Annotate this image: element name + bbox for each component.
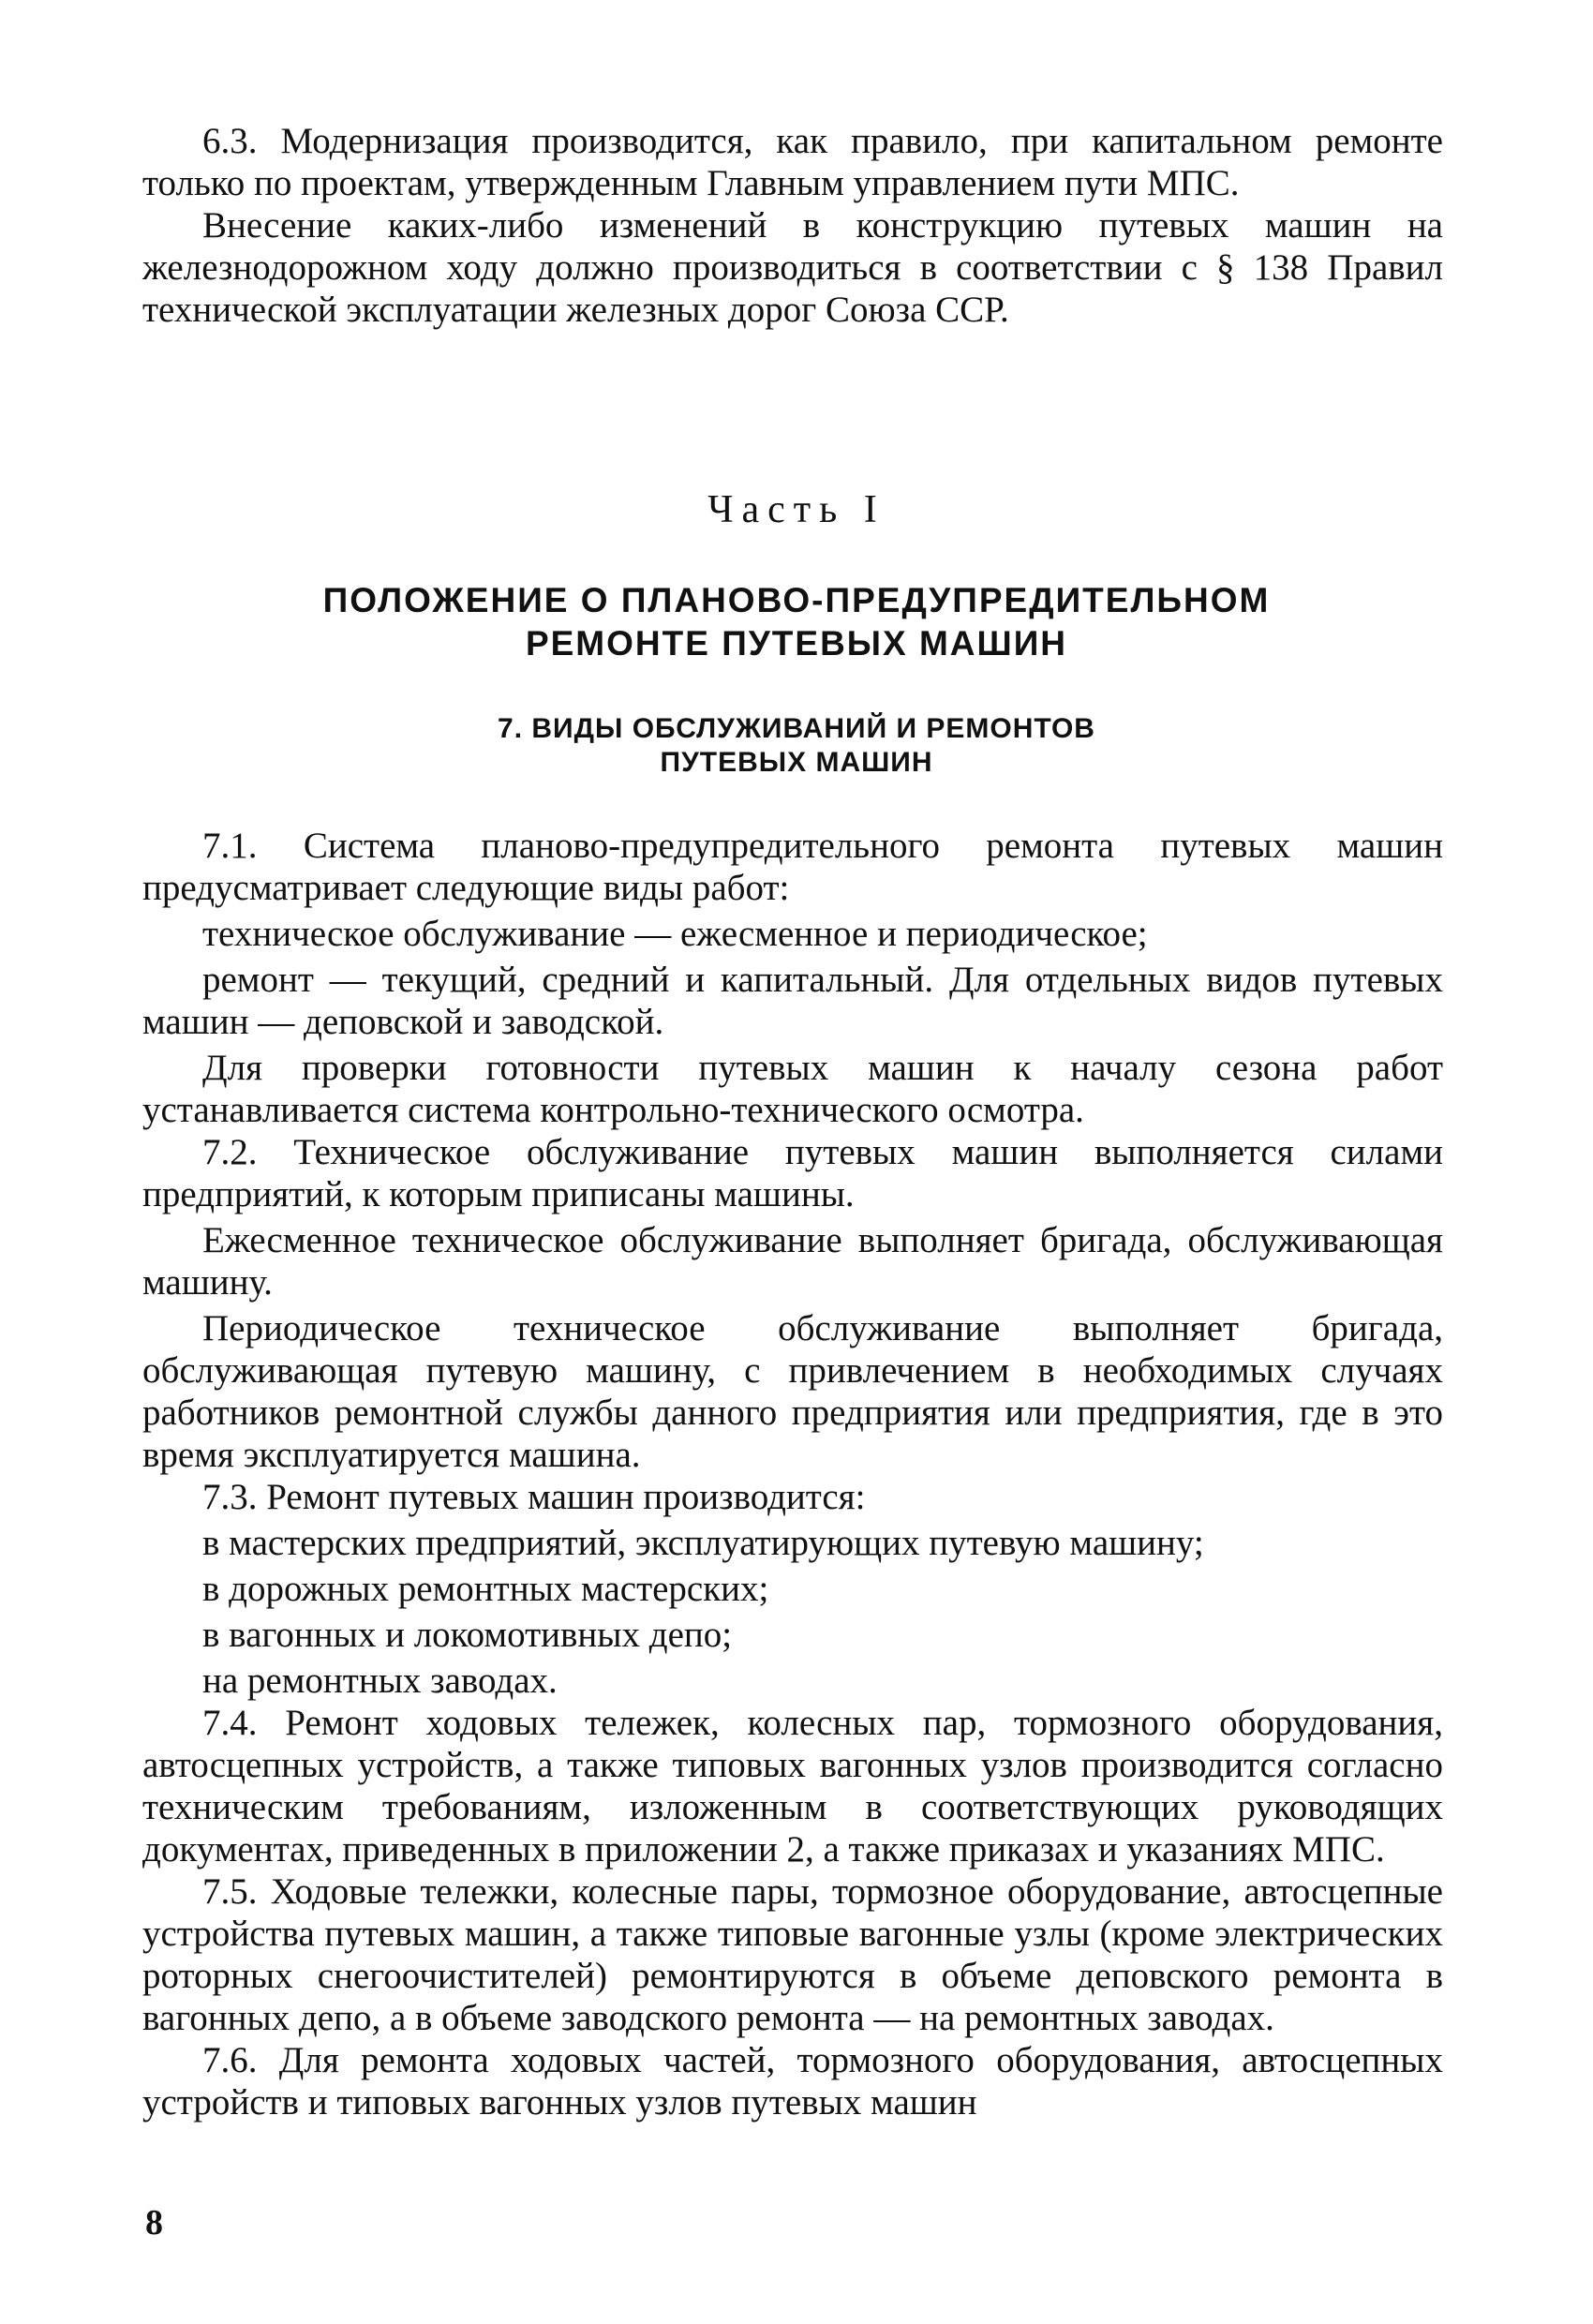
paragraph-shift-maintenance: Ежесменное техническое обслуживание выполняет бригада, обслуживающая машину. [142, 1220, 1443, 1303]
list-item: техническое обслуживание — ежесменное и периодическое; [202, 914, 1148, 954]
subsection-heading [0, 712, 1593, 780]
subsection-heading-line-1: 7. ВИДЫ ОБСЛУЖИВАНИЙ И РЕМОНТОВ [498, 713, 1095, 744]
subsection-heading-line-2: ПУТЕВЫХ МАШИН [660, 747, 933, 778]
page-number: 8 [145, 2203, 163, 2242]
paragraph-7-3: 7.3. Ремонт путевых машин производится: [202, 1477, 866, 1517]
paragraph-7-2: 7.2. Техническое обслуживание путевых машин выполняется силами предприятий, к которым приписаны машины. [142, 1132, 1443, 1214]
paragraph-modification-note: Внесение каких-либо изменений в конструкцию путевых машин на железнодорожном ходу должно производиться в соответствии с § 138 Правил технической эксплуатации железных дорог Союза ССР. [142, 205, 1443, 330]
top-text-block [142, 120, 1443, 331]
section-heading [0, 579, 1593, 665]
list-item: на ремонтных заводах. [202, 1661, 558, 1701]
part-title: Часть I [707, 488, 886, 531]
section-heading-line-1: ПОЛОЖЕНИЕ О ПЛАНОВО-ПРЕДУПРЕДИТЕЛЬНОМ [322, 581, 1271, 619]
main-text-block [142, 825, 1443, 2123]
paragraph-7-5: 7.5. Ходовые тележки, колесные пары, тормозное оборудование, автосцепные устройства путевых машин, а также типовые вагонные узлы (кроме электрических роторных снегоочистителей) ремонтируются в объеме деповского ремонта в вагонных депо, а в объеме заводского ремонта — на ремонтных заводах. [142, 1871, 1443, 2038]
paragraph-periodic-maintenance: Периодическое техническое обслуживание выполняет бригада, обслуживающая путевую машину, с привлечением в необходимых случаях работников ремонтной службы данного предприятия или предприятия, где в это время эксплуатируется машина. [142, 1308, 1443, 1475]
list-item: в дорожных ремонтных мастерских; [202, 1569, 769, 1609]
paragraph-7-1: 7.1. Система планово-предупредительного ремонта путевых машин предусматривает следующие виды работ: [142, 826, 1443, 908]
paragraph-7-4: 7.4. Ремонт ходовых тележек, колесных пар, тормозного оборудования, автосцепных устройств, а также типовых вагонных узлов производится согласно техническим требованиям, изложенным в соответствующих руководящих документах, приведенных в приложении 2, а также приказах и указаниях МПС. [142, 1703, 1443, 1870]
paragraph-6-3: 6.3. Модернизация производится, как правило, при капитальном ремонте только по проектам, утвержденным Главным управлением пути МПС. [142, 121, 1443, 203]
section-heading-line-2: РЕМОНТЕ ПУТЕВЫХ МАШИН [525, 624, 1068, 663]
list-item: в мастерских предприятий, эксплуатирующих путевую машину; [202, 1523, 1204, 1563]
list-item: в вагонных и локомотивных депо; [202, 1615, 733, 1655]
paragraph-inspection: Для проверки готовности путевых машин к началу сезона работ устанавливается система контрольно-технического осмотра. [142, 1048, 1443, 1130]
paragraph-7-6: 7.6. Для ремонта ходовых частей, тормозного оборудования, автосцепных устройств и типовых вагонных узлов путевых машин [142, 2040, 1443, 2123]
list-item: ремонт — текущий, средний и капитальный. Для отдельных видов путевых машин — деповской и заводской. [142, 960, 1443, 1042]
